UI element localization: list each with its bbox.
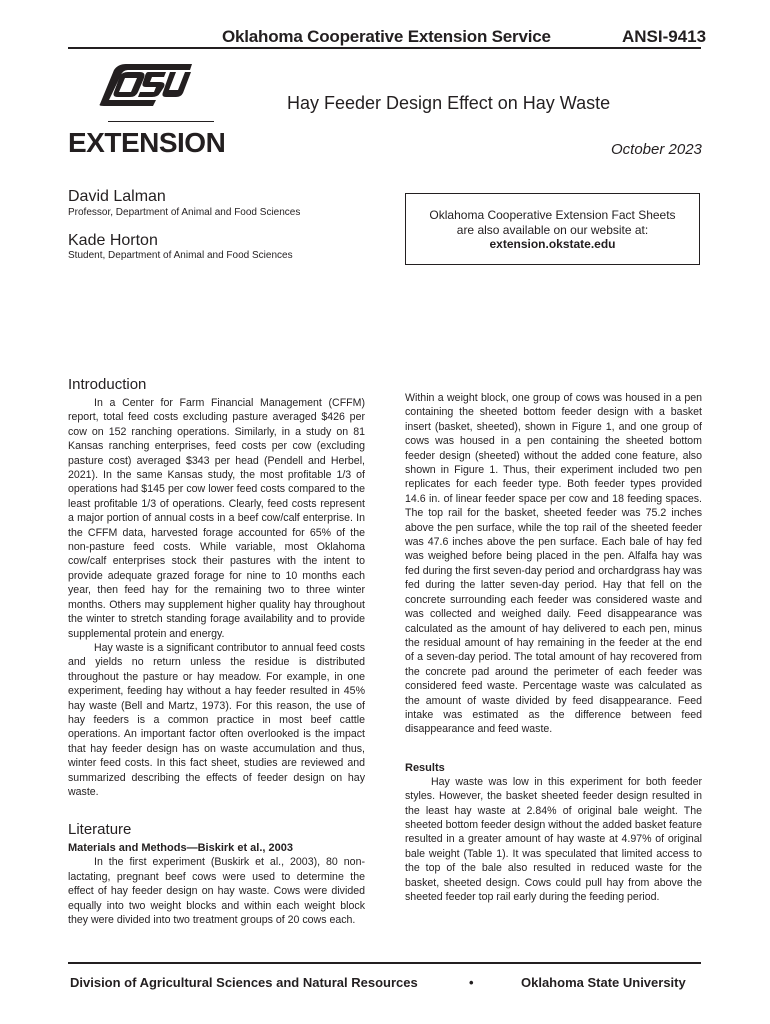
logo-divider [108,121,214,122]
paragraph: In a Center for Farm Financial Management (CFFM) report, total feed costs excluding pasture averaged $426 per cow on 152 ranching operations. Similarly, in a study on 81 Kansas ranching enterprises, feed costs per cow (excluding pasture cost) averaged $343 per head (Pendell and Herbel, 2021). In the same Kansas study, the most profitable 1/3 of operations had $145 per cow lower feed costs compared to the least profitable 1/3 of operations. Clearly, feed costs represent a major portion of annual costs in a beef cow/calf enterprise. In the CFFM data, harvested forage accounted for 65% of the non-pasture feed costs. While variable, most Oklahoma cow/calf enterprises stock their pastures with the intent to provide adequate grazed forage for nine to 10 months each year, then feed hay for the remaining two to three winter months. Others may supplement higher quality hay throughout the winter to stretch standing forage availability and to provide supplemental protein and energy. [68,397,365,640]
page-title: Hay Feeder Design Effect on Hay Waste [287,93,611,113]
footer-rule [68,962,701,964]
paragraph: Hay waste was low in this experiment for both feeder styles. However, the basket sheeted feeder design resulted in the least hay waste at 2.84% of original bale weight. The sheeted bottom feeder design without the added basket feature resulted in a greater amount of hay waste at 4.97% of original bale weight (Table 1). It was speculated that limited access to the top of the bale also resulted in reduced waste for the basket, sheeted design. Cows could pull hay from above the sheeted feeder top rail early during the feeding period. [405,775,702,903]
author-name: David Lalman [68,188,166,205]
fact-sheet-code: ANSI-9413 [622,27,707,46]
website-link[interactable]: extension.okstate.edu [489,237,616,251]
left-column [68,376,365,927]
extension-wordmark: EXTENSION [68,127,226,158]
section-heading-literature: Literature [68,821,132,839]
paragraph: Within a weight block, one group of cows was housed in a pen containing the sheeted bottom feeder design with a basket insert (basket, sheeted), shown in Figure 1, and one group of cows was housed in a pen containing the sheeted bottom feeder design (sheeted) without the added cone feature, also shown in Figure 1. Thus, their experiment included two pen replicates for each feeder type. Both feeder types provided 14.6 in. of linear feeder space per cow and 18 feeding spaces. The top rail for the basket, sheeted feeder was 75.2 inches above the pen surface, while the top rail of the sheeted feeder was 47.6 inches above the pen surface. Each bale of hay fed was weighed before being placed in the pen. Alfalfa hay was fed during the first seven-day period and orchardgrass hay was fed during the latter seven-day period. Hay that fell on the concrete surrounding each feeder was considered waste and was collected and weighed daily. Feed disappearance was calculated as the amount of hay delivered to each pen, minus the residual amount of hay remaining in the feeder at the end of a seven-day period. The total amount of hay recovered from the concrete pad around the perimeter of each feeder was considered feed waste. Percentage waste was calculated as the amount of waste divided by feed disappearance. Feed intake was estimated as the difference between feed disappearance and feed waste. [405,392,702,736]
paragraph: In the first experiment (Buskirk et al., 2003), 80 non-lactating, pregnant beef cows were used to determine the effect of hay feeder design on hay waste. Cows were divided equally into two weight blocks and within each weight block they were divided into two treatment groups of 20 cows each. [68,856,365,926]
author-name: Kade Horton [68,232,158,249]
info-box-line: are also available on our website at: [456,223,649,237]
section-heading-introduction: Introduction [68,376,147,393]
section-heading-results: Results [405,761,445,774]
footer-university: Oklahoma State University [521,975,686,990]
author-role: Professor, Department of Animal and Food Sciences [68,207,301,218]
fact-sheet-info-box [405,193,700,265]
right-column [405,391,702,904]
footer-separator: • [469,975,474,990]
header-rule [68,47,701,49]
publisher-name: Oklahoma Cooperative Extension Service [222,27,551,46]
paragraph: Hay waste is a significant contributor to annual feed costs and yields no return unless the residue is distributed throughout the pasture or hay meadow. For example, in one experiment, feeding hay without a hay feeder resulted in 45% hay waste (Bell and Martz, 1973). For this reason, the use of hay feeders is a common practice in most beef cattle operations. An important factor often overlooked is the impact that hay feeder design has on waste accumulation and thus, winter feed costs. In this fact sheet, studies are reviewed and summarized describing the effects of feeder design on hay waste. [68,641,365,798]
subsection-heading: Materials and Methods—Biskirk et al., 2003 [68,842,293,855]
author-role: Student, Department of Animal and Food Sciences [68,250,293,261]
osu-logo [96,62,196,108]
info-box-line: Oklahoma Cooperative Extension Fact Sheets [429,208,676,222]
publication-date: October 2023 [611,141,702,158]
footer-division: Division of Agricultural Sciences and Natural Resources [70,975,418,990]
